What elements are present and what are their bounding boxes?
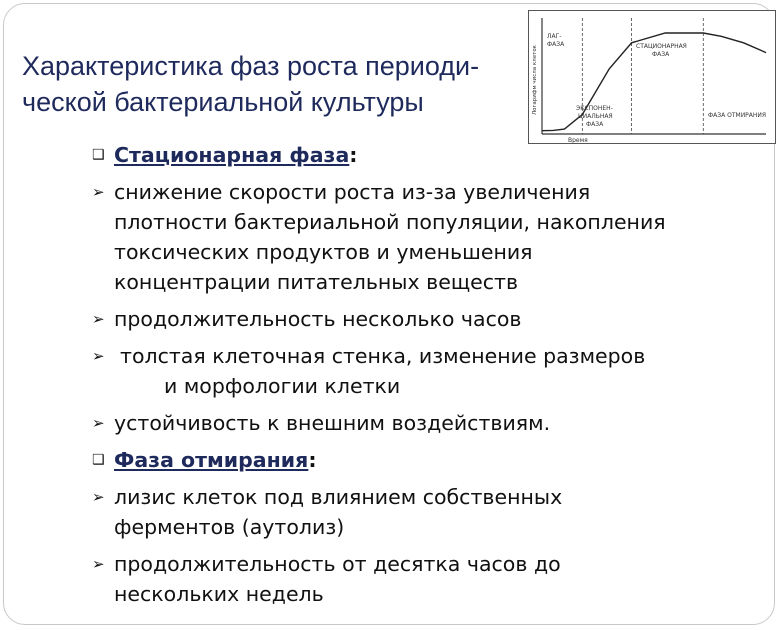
list-item: [92, 177, 772, 297]
arrow-bullet-icon: ➢: [92, 555, 105, 573]
stationary-phase-heading: Стационарная фаза: [114, 143, 350, 167]
bullet-text-line: ферментов (аутолиз): [114, 515, 345, 539]
slide-title: [22, 48, 522, 120]
section-stationary-phase: [92, 140, 772, 170]
square-bullet-icon: ❑: [92, 452, 105, 468]
square-bullet-icon: ❑: [92, 147, 105, 163]
bullet-text-line: продолжительность от десятка часов до: [114, 552, 561, 576]
arrow-bullet-icon: ➢: [92, 488, 105, 506]
content-list: [92, 140, 772, 616]
list-item: [92, 549, 772, 609]
bullet-text-line: продолжительность несколько часов: [114, 307, 522, 331]
bullet-text-line: лизис клеток под влиянием собственных: [114, 485, 563, 509]
list-item: [92, 482, 772, 542]
bullet-text-line: устойчивость к внешним воздействиям.: [114, 411, 551, 435]
bullet-text-line: нескольких недель: [114, 582, 324, 606]
growth-curve-chart: [528, 10, 776, 144]
bullet-text-line: плотности бактериальной популяции, накопления: [114, 210, 666, 234]
bullet-text-line: концентрации питательных веществ: [114, 270, 519, 294]
title-line-2: ческой бактериальной культуры: [22, 87, 424, 117]
arrow-bullet-icon: ➢: [92, 310, 105, 328]
bullet-text-line: токсических продуктов и уменьшения: [114, 240, 533, 264]
slide: [3, 3, 775, 625]
section-death-phase: [92, 445, 772, 475]
chart-frame: [529, 11, 776, 144]
title-line-1: Характеристика фаз роста периоди-: [22, 51, 480, 81]
x-axis-label: Время: [568, 137, 588, 144]
y-axis-label: Логарифм числа клеток: [532, 44, 538, 116]
arrow-bullet-icon: ➢: [92, 414, 105, 432]
bullet-text-line: толстая клеточная стенка, изменение размеров: [120, 344, 646, 368]
growth-curve-svg: [528, 10, 776, 144]
heading-colon: :: [308, 448, 317, 472]
list-item: [92, 341, 772, 401]
arrow-bullet-icon: ➢: [92, 183, 105, 201]
phase-label-stationary: СТАЦИОНАРНАЯ ФАЗА: [636, 43, 687, 58]
phase-label-death: ФАЗА ОТМИРАНИЯ: [708, 112, 767, 119]
bullet-text-line: и морфологии клетки: [164, 374, 401, 398]
phase-label-exponential: ЭКСПОНЕН- ЦИАЛЬНАЯ ФАЗА: [576, 105, 613, 128]
list-item: [92, 408, 772, 438]
death-phase-heading: Фаза отмирания: [114, 448, 309, 472]
arrow-bullet-icon: ➢: [92, 347, 105, 365]
phase-label-lag: ЛАГ- ФАЗА: [547, 33, 565, 48]
heading-colon: :: [349, 143, 358, 167]
bullet-text-line: снижение скорости роста из-за увеличения: [114, 180, 591, 204]
list-item: [92, 304, 772, 334]
